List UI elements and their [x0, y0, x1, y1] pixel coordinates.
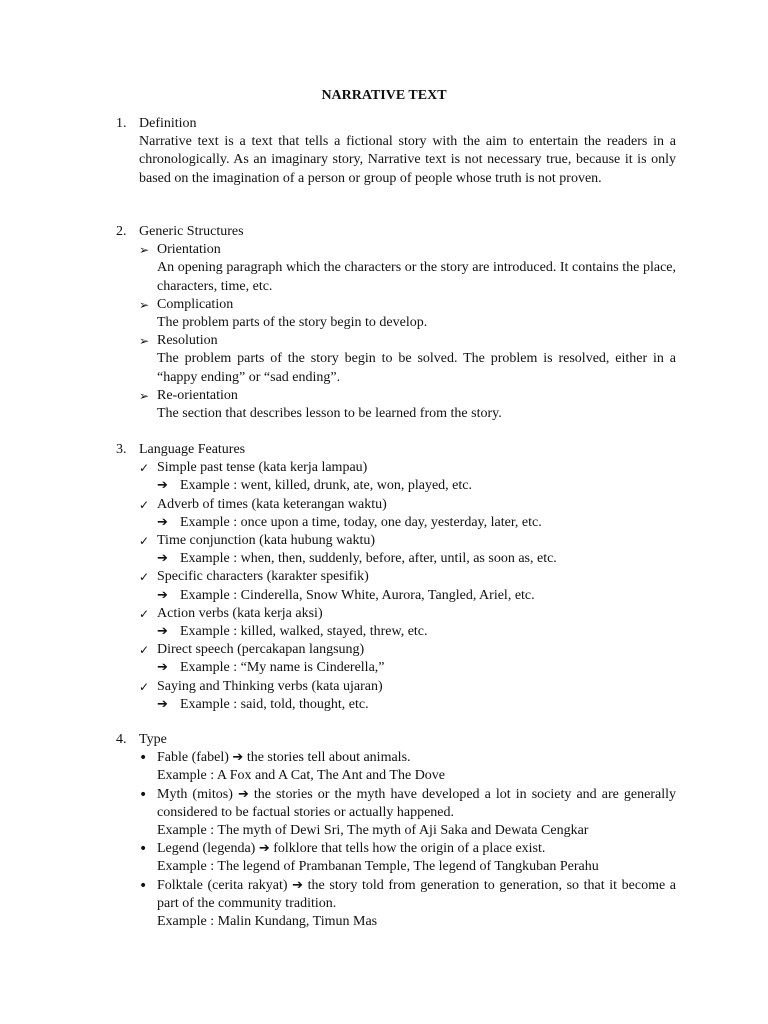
- arrowhead-bullet-icon: ➢: [139, 243, 150, 258]
- right-arrow-icon: ➔: [157, 514, 168, 530]
- checkmark-icon: ✓: [139, 643, 150, 658]
- type-example: Example : The myth of Dewi Sri, The myth of Aji Saka and Dewata Cengkar: [157, 823, 589, 839]
- structure-item: [139, 387, 676, 405]
- type-definition: folklore that tells how the origin of a place exist.: [273, 841, 546, 857]
- feature-item: [139, 641, 676, 659]
- definition-paragraph: Narrative text is a text that tells a fictional story with the aim to entertain the readers in a chronologically. As an imaginary story, Narrative text is not necessary true, because it is only based on the imagination of a person or group of people whose truth is not proven.: [139, 134, 676, 186]
- structure-description: The problem parts of the story begin to develop.: [157, 315, 428, 331]
- type-definition: the story told from generation to generation, so that it become a part of the community tradition.: [157, 877, 677, 911]
- feature-label: Action verbs (kata kerja aksi): [157, 605, 323, 621]
- arrowhead-bullet-icon: ➢: [139, 297, 150, 312]
- feature-item: [139, 532, 676, 550]
- structure-item: [139, 241, 676, 259]
- section-heading: Language Features: [139, 442, 246, 457]
- dot-bullet-icon: •: [139, 750, 148, 767]
- type-name: Fable (fabel): [157, 750, 229, 766]
- example-text: Example : once upon a time, today, one day, yesterday, later, etc.: [180, 514, 542, 530]
- feature-label: Direct speech (percakapan langsung): [157, 642, 365, 658]
- feature-item: [139, 568, 676, 586]
- dot-bullet-icon: •: [139, 877, 148, 894]
- type-example: Example : Malin Kundang, Timun Mas: [157, 914, 378, 930]
- type-example: Example : A Fox and A Cat, The Ant and The Dove: [157, 768, 446, 784]
- structure-label: Re-orientation: [157, 387, 238, 403]
- right-arrow-icon: ➔: [292, 877, 304, 893]
- checkmark-icon: ✓: [139, 497, 150, 512]
- structure-description: The section that describes lesson to be learned from the story.: [157, 406, 502, 422]
- feature-example: [157, 477, 676, 495]
- structure-description: The problem parts of the story begin to be solved. The problem is resolved, either in a “happy ending” or “sad ending”.: [157, 351, 676, 385]
- feature-example: [157, 550, 676, 568]
- right-arrow-icon: ➔: [157, 696, 168, 712]
- section-number: 4.: [116, 732, 127, 747]
- structure-item: [139, 332, 676, 350]
- example-text: Example : said, told, thought, etc.: [180, 696, 369, 712]
- type-item: [139, 786, 676, 822]
- type-item: [139, 877, 676, 913]
- type-description: [157, 749, 676, 767]
- structure-label: Resolution: [157, 333, 218, 349]
- checkmark-icon: ✓: [139, 679, 150, 694]
- section-number: 2.: [116, 224, 127, 239]
- feature-example: [157, 623, 676, 641]
- type-definition: the stories tell about animals.: [246, 750, 411, 766]
- feature-example: [157, 696, 676, 714]
- section-language-features: [116, 441, 676, 714]
- section-generic-structures: [116, 223, 676, 423]
- arrowhead-bullet-icon: ➢: [139, 388, 150, 403]
- feature-item: [139, 605, 676, 623]
- section-definition: [116, 115, 676, 188]
- checkmark-icon: ✓: [139, 570, 150, 585]
- right-arrow-icon: ➔: [258, 841, 270, 857]
- structure-label: Orientation: [157, 242, 221, 258]
- type-description: [157, 840, 676, 858]
- feature-item: [139, 678, 676, 696]
- feature-label: Time conjunction (kata hubung waktu): [157, 533, 376, 549]
- example-text: Example : killed, walked, stayed, threw, etc.: [180, 624, 428, 640]
- right-arrow-icon: ➔: [232, 750, 244, 766]
- type-definition: the stories or the myth have developed a lot in society and are generally considered to be factual stories or actually happened.: [157, 786, 676, 820]
- checkmark-icon: ✓: [139, 606, 150, 621]
- type-description: [157, 786, 676, 822]
- feature-example: [157, 659, 676, 677]
- type-item: [139, 749, 676, 767]
- feature-item: [139, 496, 676, 514]
- arrowhead-bullet-icon: ➢: [139, 334, 150, 349]
- feature-item: [139, 459, 676, 477]
- section-heading: Generic Structures: [139, 224, 244, 239]
- example-text: Example : when, then, suddenly, before, after, until, as soon as, etc.: [180, 551, 557, 567]
- example-text: Example : Cinderella, Snow White, Aurora, Tangled, Ariel, etc.: [180, 587, 535, 603]
- right-arrow-icon: ➔: [157, 587, 168, 603]
- right-arrow-icon: ➔: [157, 624, 168, 640]
- feature-label: Saying and Thinking verbs (kata ujaran): [157, 678, 383, 694]
- type-example: Example : The legend of Prambanan Temple, The legend of Tangkuban Perahu: [157, 859, 599, 875]
- section-number: 1.: [116, 116, 127, 131]
- type-name: Legend (legenda): [157, 841, 256, 857]
- structure-label: Complication: [157, 296, 234, 312]
- right-arrow-icon: ➔: [237, 786, 249, 802]
- right-arrow-icon: ➔: [157, 660, 168, 676]
- type-name: Myth (mitos): [157, 786, 233, 802]
- type-description: [157, 877, 676, 913]
- feature-label: Specific characters (karakter spesifik): [157, 569, 369, 585]
- checkmark-icon: ✓: [139, 461, 150, 476]
- structure-description: An opening paragraph which the characters or the story are introduced. It contains the place, characters, time, etc.: [157, 260, 676, 294]
- example-text: Example : “My name is Cinderella,”: [180, 660, 385, 676]
- document-title: NARRATIVE TEXT: [321, 88, 447, 103]
- type-name: Folktale (cerita rakyat): [157, 877, 288, 893]
- right-arrow-icon: ➔: [157, 551, 168, 567]
- feature-example: [157, 514, 676, 532]
- section-type: [116, 731, 676, 931]
- dot-bullet-icon: •: [139, 841, 148, 858]
- example-text: Example : went, killed, drunk, ate, won, played, etc.: [180, 478, 472, 494]
- feature-label: Simple past tense (kata kerja lampau): [157, 460, 368, 476]
- structure-item: [139, 296, 676, 314]
- feature-label: Adverb of times (kata keterangan waktu): [157, 496, 387, 512]
- checkmark-icon: ✓: [139, 534, 150, 549]
- section-number: 3.: [116, 442, 127, 457]
- section-heading: Type: [139, 732, 167, 747]
- feature-example: [157, 587, 676, 605]
- right-arrow-icon: ➔: [157, 478, 168, 494]
- type-item: [139, 840, 676, 858]
- dot-bullet-icon: •: [139, 786, 148, 803]
- section-heading: Definition: [139, 116, 197, 131]
